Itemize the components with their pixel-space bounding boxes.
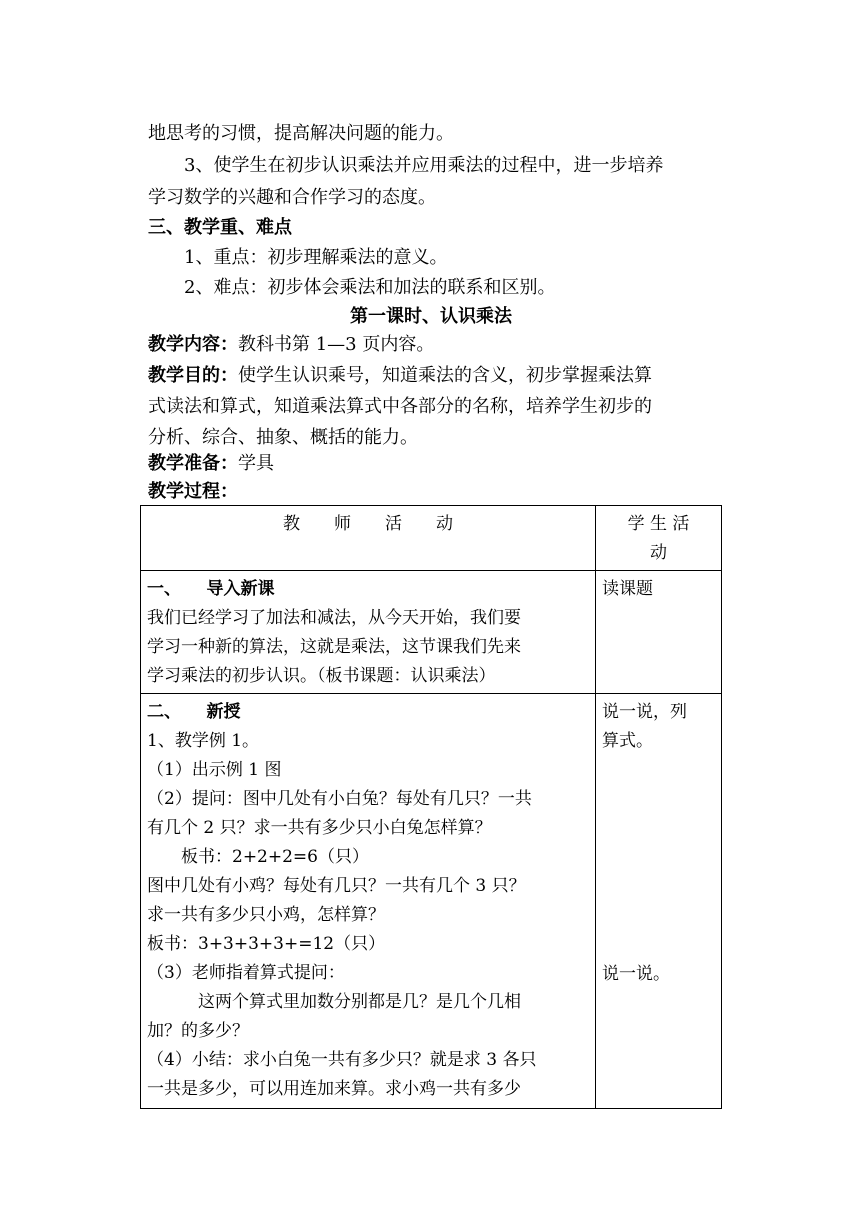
row2-line: （2）提问：图中几处有小白兔？每处有几只？一共 xyxy=(147,789,532,809)
process-label: 教学过程： xyxy=(148,481,238,502)
row2-line: 板书：3+3+3+3+=12（只） xyxy=(147,934,386,954)
table-row xyxy=(141,694,722,1109)
row2-line: （1）出示例 1 图 xyxy=(147,760,282,780)
row2-student-text-1a: 说一说，列 xyxy=(602,702,687,722)
header-student xyxy=(596,506,722,571)
content-label: 教学内容： xyxy=(148,334,238,355)
row2-student xyxy=(596,694,722,1109)
row2-line: 图中几处有小鸡？每处有几只？一共有几个 3 只？ xyxy=(147,876,526,896)
intro-line-3: 学习数学的兴趣和合作学习的态度。 xyxy=(148,187,436,208)
intro-line-2: 3、使学生在初步认识乘法并应用乘法的过程中，进一步培养 xyxy=(148,155,664,176)
header-teacher xyxy=(141,506,596,571)
row2-line: 板书：2+2+2=6（只） xyxy=(147,847,369,867)
content-text: 教科书第 1—3 页内容。 xyxy=(238,334,435,355)
row2-line: 1、教学例 1。 xyxy=(147,731,260,751)
row1-teacher xyxy=(141,571,596,694)
key-point: 1、重点：初步理解乘法的意义。 xyxy=(148,247,448,268)
content-line xyxy=(148,329,714,361)
row2-line: 加？的多少？ xyxy=(147,1021,249,1041)
process-table xyxy=(140,505,722,1109)
row1-line: 学习一种新的算法，这就是乘法，这节课我们先来 xyxy=(147,637,521,657)
section-3-title: 三、教学重、难点 xyxy=(148,217,292,238)
row1-line: 我们已经学习了加法和减法，从今天开始，我们要 xyxy=(147,608,521,628)
row1-student-text: 读课题 xyxy=(602,579,653,599)
preparation-label: 教学准备： xyxy=(148,453,238,474)
row2-line: 这两个算式里加数分别都是几？是几个几相 xyxy=(147,992,521,1012)
row2-student-text-1b: 算式。 xyxy=(602,731,653,751)
row2-line: （4）小结：求小白兔一共有多少只？就是求 3 各只 xyxy=(147,1050,537,1070)
intro-line-1: 地思考的习惯，提高解决问题的能力。 xyxy=(148,123,454,144)
header-teacher-text: 教 师 活 动 xyxy=(283,514,453,534)
header-student-line-2: 动 xyxy=(650,543,667,563)
row2-line: 有几个 2 只？求一共有多少只小白兔怎样算？ xyxy=(147,818,492,838)
objective-text-1: 使学生认识乘号，知道乘法的含义，初步掌握乘法算 xyxy=(238,365,652,386)
objective-label: 教学目的： xyxy=(148,365,238,386)
table-header-row xyxy=(141,506,722,571)
row2-student-text-2: 说一说。 xyxy=(602,964,670,984)
row1-line: 学习乘法的初步认识。（板书课题：认识乘法） xyxy=(147,666,496,686)
preparation-text: 学具 xyxy=(238,453,274,474)
table-row xyxy=(141,571,722,694)
objective-line-2: 式读法和算式，知道乘法算式中各部分的名称，培养学生初步的 xyxy=(148,396,652,417)
header-student-line-1: 学 生 活 xyxy=(627,514,690,534)
objective-line-3: 分析、综合、抽象、概括的能力。 xyxy=(148,427,418,448)
row1-student xyxy=(596,571,722,694)
row2-teacher xyxy=(141,694,596,1109)
lesson-title: 第一课时、认识乘法 xyxy=(350,306,512,327)
difficult-point: 2、难点：初步体会乘法和加法的联系和区别。 xyxy=(148,277,556,298)
row2-title: 二、 新授 xyxy=(147,702,241,722)
row1-title: 一、 导入新课 xyxy=(147,579,275,599)
objective-line-1 xyxy=(148,360,714,392)
row2-line: 求一共有多少只小鸡，怎样算？ xyxy=(147,905,385,925)
row2-line: （3）老师指着算式提问： xyxy=(147,963,345,983)
row2-line: 一共是多少，可以用连加来算。求小鸡一共有多少 xyxy=(147,1079,521,1099)
